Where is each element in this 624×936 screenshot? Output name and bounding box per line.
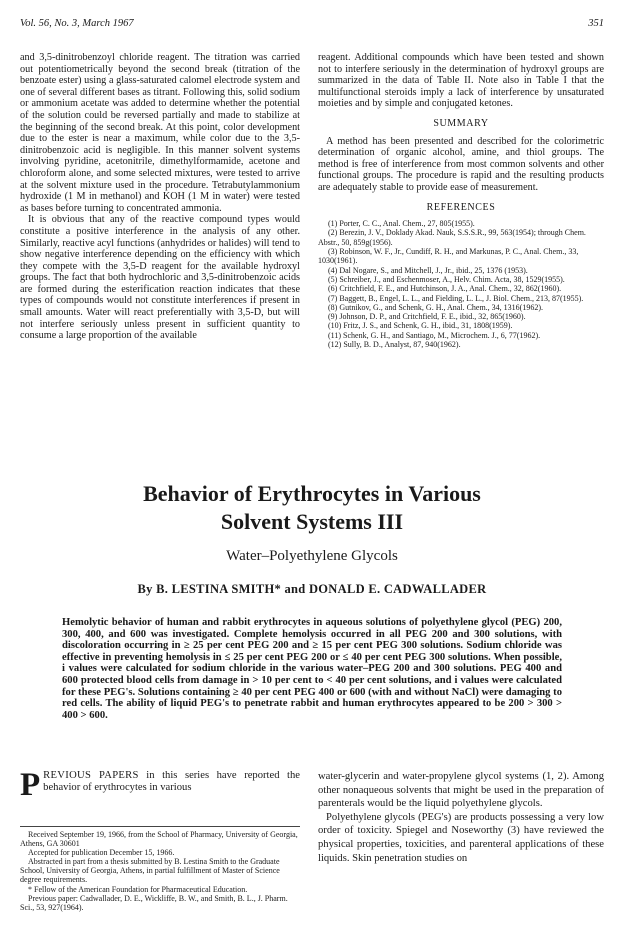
body-paragraph: reagent. Additional compounds which have been tested and shown not to interfere seriously in the determination of hydroxyl groups are summarized in the data of Table II. Note also in Table I that the multifunctional steroids imply a lack of interference by unsaturated moieties and by simple and conjugated ketones. <box>318 52 604 110</box>
reference-item: (11) Schenk, G. H., and Santiago, M., Microchem. J., 6, 77(1962). <box>328 330 541 340</box>
journal-issue: Vol. 56, No. 3, March 1967 <box>20 18 134 29</box>
reference-list <box>318 219 604 349</box>
footnote: * Fellow of the American Foundation for Pharmaceutical Education. <box>28 884 248 894</box>
body-paragraph: It is obvious that any of the reactive compound types would constitute a positive interference in the analysis of any other. Similarly, reactive acyl functions (anhydrides or halides) will tend to show negative interference depending on the efficiency with which they compete with the 3,5-D reagent for the available hydroxyl groups. The fact that both hydrochloric and 3,5-dinitrobenzoic acids are formed during the esterification reaction indicates that these types of compounds would not constitute interferences if present in small amounts. Water will react preferentially with 3,5-D, but will not interfere seriously unless present in sufficient quantity to consume a large proportion of the available <box>20 214 300 342</box>
intro-lead-words: REVIOUS PAPERS <box>43 770 139 781</box>
reference-item: (7) Baggett, B., Engel, L. L., and Fielding, L. L., J. Biol. Chem., 213, 87(1955). <box>328 293 584 303</box>
footnote: Previous paper: Cadwallader, D. E., Wickliffe, B. W., and Smith, B. L., J. Pharm. Sci., 53, 927(1964). <box>20 893 288 912</box>
intro-paragraph <box>20 767 300 803</box>
drop-cap: P <box>20 767 41 803</box>
intro-text: in this series have reported the behavior of erythrocytes in various <box>43 770 300 794</box>
reference-item: (3) Robinson, W. F., Jr., Cundiff, R. H., and Markunas, P. C., Anal. Chem., 33, 1030(1961). <box>318 247 579 266</box>
reference-item: (5) Schreiber, J., and Eschenmoser, A., Helv. Chim. Acta, 38, 1529(1955). <box>328 274 565 284</box>
body-paragraph: water-glycerin and water-propylene glycol systems (1, 2). Among other nonaqueous solvents that might be used in the preparation of parenterals would be the liquid polyethylene glycols. <box>318 771 604 810</box>
left-column-previous-article <box>20 52 300 342</box>
reference-item: (8) Gutnikov, G., and Schenk, G. H., Anal. Chem., 34, 1316(1962). <box>328 302 544 312</box>
article-subtitle: Water–Polyethylene Glycols <box>226 548 398 564</box>
footnote: Abstracted in part from a thesis submitted by B. Lestina Smith to the Graduate School, University of Georgia, Athens, in partial fulfillment of Master of Science degree requirements. <box>20 857 280 885</box>
reference-item: (12) Sully, B. D., Analyst, 87, 940(1962). <box>328 339 461 349</box>
footnote: Received September 19, 1966, from the School of Pharmacy, University of Georgia, Athens, GA 30601 <box>20 830 298 849</box>
article-title-line: Solvent Systems III <box>220 509 404 534</box>
reference-item: (9) Johnson, D. P., and Critchfield, F. E., ibid., 32, 865(1960). <box>328 312 526 322</box>
summary-heading: SUMMARY <box>433 117 489 129</box>
footnotes <box>20 826 300 912</box>
references-heading: REFERENCES <box>426 201 496 213</box>
page-number: 351 <box>588 18 604 29</box>
article-authors: By B. LESTINA SMITH* and DONALD E. CADWALLADER <box>137 582 487 596</box>
reference-item: (4) Dal Nogare, S., and Mitchell, J., Jr., ibid., 25, 1376 (1953). <box>328 265 528 275</box>
right-column-previous-article <box>318 52 604 349</box>
footnote: Accepted for publication December 15, 1966. <box>28 848 175 858</box>
article-title-line: Behavior of Erythrocytes in Various <box>143 481 481 506</box>
reference-item: (6) Critchfield, F. E., and Hutchinson, J. A., Anal. Chem., 32, 862(1960). <box>328 284 562 294</box>
reference-item: (10) Fritz, J. S., and Schenk, G. H., ibid., 31, 1808(1959). <box>328 321 513 331</box>
reference-item: (2) Berezin, J. V., Doklady Akad. Nauk, S.S.S.R., 99, 563(1954); through Chem. Abstr., 50, 859g(1956). <box>318 228 586 247</box>
body-paragraph: and 3,5-dinitrobenzoyl chloride reagent. The titration was carried out potentiometrically beyond the second break (titration of the benzoate ester) using a glass-saturated calomel electrode system and one of several different bases as titrant. Following this, solid sodium or ammonium acetate was added to determine whether the potential of the solution could be reversed partially and made to stabilize at the beginning of the second break. At this point, color development due to the ester is near a maximum, while color due to the 3,5-dinitrobenzoic acid is negligible. In this manner solvent systems involving pyridine, acetonitrile, dimethylformamide, acetone and chloroform alone, and some selected mixtures, were tested to arrive at the solvent mixture used in the procedure. Tetrabutylammonium hydroxide (1 M in methanol) and KOH (1 M in water) were tested as bases before turning to concentrated ammonia. <box>20 52 300 214</box>
summary-text: A method has been presented and described for the colorimetric determination of organic alcohol, amine, and thiol groups. The method is free of interference from most common solvents and other functional groups. The procedure is rapid and the resulting products are adequately stable to provide ease of measurement. <box>318 135 604 193</box>
right-column-article-body <box>318 770 604 865</box>
running-head <box>20 18 604 32</box>
article-abstract: Hemolytic behavior of human and rabbit erythrocytes in aqueous solutions of polyethylene glycol (PEG) 200, 300, 400, and 600 was investigated. Complete hemolysis occurred in all PEG 200 and 300 solutions, with discoloration occurring in ≥ 25 per cent PEG 200 and ≥ 15 per cent PEG 300 solutions. Sodium chloride was effective in preventing hemolysis in ≤ 25 per cent PEG 200 or ≤ 40 per cent PEG 300 solutions. When possible, i values were calculated for sodium chloride in the various water–PEG 200 and 300 solutions. PEG 400 and 600 protected blood cells from damage in > 10 per cent to < 40 per cent solutions, and i values were calculated for these PEG's. Solutions containing ≥ 40 per cent PEG 400 or 600 (with and without NaCl) were damaging to red cells. The ability of liquid PEG's to penetrate rabbit and human erythrocytes appeared to be 200 > 300 > 400 > 600. <box>62 617 562 721</box>
reference-item: (1) Porter, C. C., Anal. Chem., 27, 805(1955). <box>328 219 475 229</box>
body-paragraph: Polyethylene glycols (PEG's) are products possessing a very low order of toxicity. Spiegel and Noseworthy (3) have reviewed the physical properties, toxicities, and parenteral applications of these liquids. Skin penetration studies on <box>318 811 604 864</box>
article-title <box>20 480 604 536</box>
